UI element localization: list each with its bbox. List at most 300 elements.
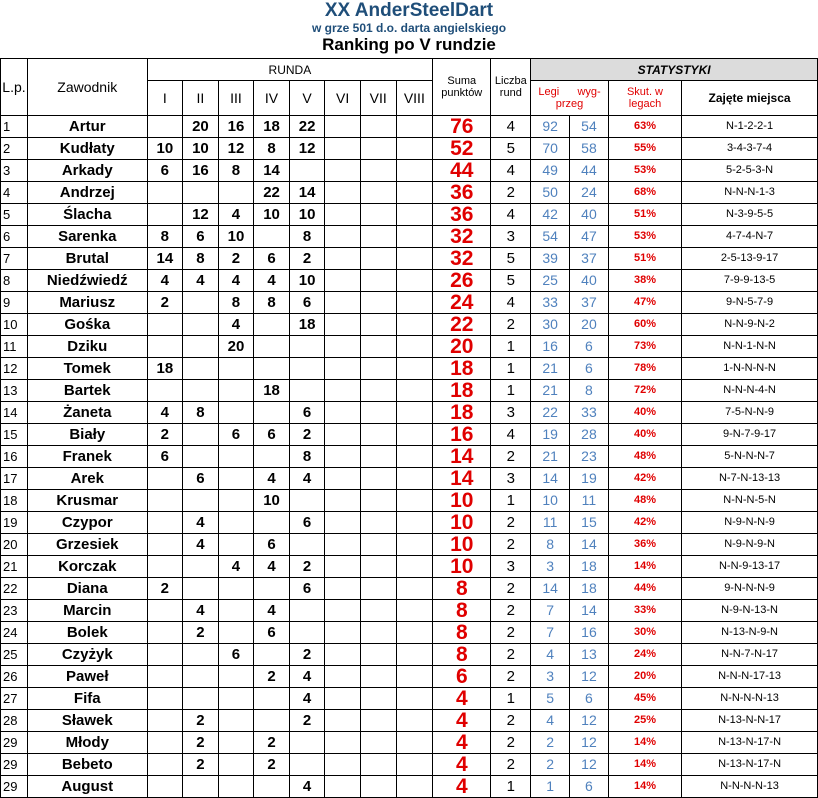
- round-score: 12: [183, 204, 219, 226]
- points-sum: 18: [433, 402, 491, 424]
- round-score: 2: [147, 578, 183, 600]
- player-name: Mariusz: [27, 292, 147, 314]
- table-row: [1, 402, 818, 424]
- col-header-zajete-miejsca: Zajęte miejsca: [682, 81, 818, 116]
- round-score: [325, 314, 361, 336]
- round-score: [183, 446, 219, 468]
- round-score: [360, 512, 396, 534]
- col-header-liczba-rund: Liczba rund: [491, 59, 531, 116]
- legs-lost: 12: [570, 666, 609, 688]
- round-score: [147, 600, 183, 622]
- rounds-count: 1: [491, 490, 531, 512]
- places-taken: 9-N-5-7-9: [682, 292, 818, 314]
- round-score: [360, 534, 396, 556]
- round-score: [218, 666, 254, 688]
- round-score: 6: [183, 226, 219, 248]
- round-score: [218, 512, 254, 534]
- round-score: [360, 336, 396, 358]
- round-score: [360, 490, 396, 512]
- row-lp: 8: [1, 270, 28, 292]
- player-name: Brutal: [27, 248, 147, 270]
- leg-efficiency: 24%: [608, 644, 681, 666]
- player-name: Gośka: [27, 314, 147, 336]
- round-score: [218, 776, 254, 798]
- round-score: [147, 204, 183, 226]
- player-name: Arkady: [27, 160, 147, 182]
- round-score: 4: [254, 556, 290, 578]
- round-score: [360, 402, 396, 424]
- round-score: [325, 424, 361, 446]
- col-header-lp: L.p.: [1, 59, 28, 116]
- round-score: [147, 534, 183, 556]
- legs-won: 25: [531, 270, 570, 292]
- player-name: Młody: [27, 732, 147, 754]
- points-sum: 36: [433, 182, 491, 204]
- legs-won: 4: [531, 710, 570, 732]
- round-score: [183, 556, 219, 578]
- table-row: [1, 644, 818, 666]
- row-lp: 4: [1, 182, 28, 204]
- legs-lost: 14: [570, 600, 609, 622]
- round-score: 2: [183, 710, 219, 732]
- round-score: [254, 446, 290, 468]
- legs-lost: 37: [570, 292, 609, 314]
- round-score: [360, 468, 396, 490]
- round-score: [218, 468, 254, 490]
- points-sum: 26: [433, 270, 491, 292]
- places-taken: N-N-7-N-17: [682, 644, 818, 666]
- round-score: [396, 424, 433, 446]
- round-score: [254, 402, 290, 424]
- table-row: [1, 666, 818, 688]
- round-score: 4: [218, 270, 254, 292]
- legs-lost: 40: [570, 270, 609, 292]
- round-score: [254, 710, 290, 732]
- round-score: [360, 270, 396, 292]
- legs-lost: 44: [570, 160, 609, 182]
- table-row: [1, 534, 818, 556]
- round-score: 4: [183, 270, 219, 292]
- rounds-count: 2: [491, 622, 531, 644]
- row-lp: 14: [1, 402, 28, 424]
- round-score: 6: [289, 512, 325, 534]
- points-sum: 22: [433, 314, 491, 336]
- points-sum: 4: [433, 776, 491, 798]
- round-score: [325, 116, 361, 138]
- col-header-runda: RUNDA: [147, 59, 433, 81]
- table-row: [1, 600, 818, 622]
- round-score: [360, 578, 396, 600]
- places-taken: 1-N-N-N-N: [682, 358, 818, 380]
- legs-won: 2: [531, 732, 570, 754]
- round-score: 18: [254, 380, 290, 402]
- round-score: 2: [289, 556, 325, 578]
- round-score: [254, 578, 290, 600]
- legs-lost: 6: [570, 358, 609, 380]
- round-score: 10: [254, 490, 290, 512]
- round-score: 8: [183, 402, 219, 424]
- table-row: [1, 292, 818, 314]
- round-score: 8: [254, 138, 290, 160]
- round-score: 6: [254, 248, 290, 270]
- legs-won: 3: [531, 666, 570, 688]
- legs-won: 14: [531, 578, 570, 600]
- round-score: [396, 358, 433, 380]
- rounds-count: 2: [491, 446, 531, 468]
- round-score: [360, 622, 396, 644]
- round-score: [396, 160, 433, 182]
- table-row: [1, 182, 818, 204]
- round-score: [254, 512, 290, 534]
- rounds-count: 2: [491, 754, 531, 776]
- round-score: [289, 732, 325, 754]
- row-lp: 22: [1, 578, 28, 600]
- round-score: [218, 732, 254, 754]
- row-lp: 24: [1, 622, 28, 644]
- table-row: [1, 512, 818, 534]
- round-score: [360, 644, 396, 666]
- round-score: [325, 754, 361, 776]
- places-taken: 5-N-N-N-7: [682, 446, 818, 468]
- col-header-legi: Legi wyg- przeg: [531, 81, 609, 116]
- rounds-count: 2: [491, 578, 531, 600]
- row-lp: 9: [1, 292, 28, 314]
- round-score: 14: [147, 248, 183, 270]
- round-score: [254, 314, 290, 336]
- round-score: [218, 182, 254, 204]
- row-lp: 20: [1, 534, 28, 556]
- round-score: 2: [218, 248, 254, 270]
- legs-lost: 6: [570, 336, 609, 358]
- round-score: 2: [183, 732, 219, 754]
- player-name: August: [27, 776, 147, 798]
- round-score: 6: [147, 446, 183, 468]
- places-taken: 3-4-3-7-4: [682, 138, 818, 160]
- table-row: [1, 204, 818, 226]
- player-name: Czypor: [27, 512, 147, 534]
- col-header-skutecznosc: Skut. w legach: [608, 81, 681, 116]
- player-name: Artur: [27, 116, 147, 138]
- player-name: Diana: [27, 578, 147, 600]
- round-score: [147, 314, 183, 336]
- rounds-count: 2: [491, 666, 531, 688]
- round-score: 4: [254, 270, 290, 292]
- legs-won: 21: [531, 358, 570, 380]
- round-score: [325, 336, 361, 358]
- round-score: [183, 424, 219, 446]
- round-score: [289, 600, 325, 622]
- points-sum: 18: [433, 358, 491, 380]
- round-header: V: [289, 81, 325, 116]
- leg-efficiency: 14%: [608, 754, 681, 776]
- round-score: [218, 446, 254, 468]
- points-sum: 4: [433, 688, 491, 710]
- round-score: 4: [147, 270, 183, 292]
- round-score: [360, 292, 396, 314]
- round-score: [325, 534, 361, 556]
- round-score: 4: [218, 204, 254, 226]
- round-score: [254, 226, 290, 248]
- places-taken: N-13-N-9-N: [682, 622, 818, 644]
- round-score: 4: [183, 512, 219, 534]
- leg-efficiency: 63%: [608, 116, 681, 138]
- round-score: [325, 380, 361, 402]
- leg-efficiency: 78%: [608, 358, 681, 380]
- col-header-zawodnik: Zawodnik: [27, 59, 147, 116]
- round-score: [325, 226, 361, 248]
- round-score: [289, 160, 325, 182]
- round-score: 8: [289, 226, 325, 248]
- round-score: 2: [254, 754, 290, 776]
- round-score: [325, 468, 361, 490]
- legs-lost: 18: [570, 578, 609, 600]
- round-score: 2: [183, 622, 219, 644]
- round-score: 8: [218, 160, 254, 182]
- round-score: [183, 490, 219, 512]
- table-row: [1, 424, 818, 446]
- round-score: [396, 688, 433, 710]
- round-score: 6: [218, 424, 254, 446]
- places-taken: N-N-1-N-N: [682, 336, 818, 358]
- round-header: VII: [360, 81, 396, 116]
- round-score: [360, 248, 396, 270]
- round-score: [325, 446, 361, 468]
- leg-efficiency: 72%: [608, 380, 681, 402]
- rounds-count: 4: [491, 292, 531, 314]
- round-score: [360, 116, 396, 138]
- round-score: 4: [254, 468, 290, 490]
- round-score: 8: [218, 292, 254, 314]
- leg-efficiency: 48%: [608, 490, 681, 512]
- player-name: Marcin: [27, 600, 147, 622]
- legs-lost: 8: [570, 380, 609, 402]
- points-sum: 52: [433, 138, 491, 160]
- player-name: Korczak: [27, 556, 147, 578]
- places-taken: N-13-N-17-N: [682, 754, 818, 776]
- points-sum: 32: [433, 226, 491, 248]
- rounds-count: 1: [491, 688, 531, 710]
- round-header: VIII: [396, 81, 433, 116]
- round-score: 6: [183, 468, 219, 490]
- table-row: [1, 776, 818, 798]
- round-score: 18: [147, 358, 183, 380]
- round-score: [396, 512, 433, 534]
- round-score: [147, 116, 183, 138]
- legs-won: 2: [531, 754, 570, 776]
- round-score: 14: [289, 182, 325, 204]
- places-taken: N-9-N-N-9: [682, 512, 818, 534]
- round-score: [254, 336, 290, 358]
- legs-won: 49: [531, 160, 570, 182]
- places-taken: 7-5-N-N-9: [682, 402, 818, 424]
- round-score: 2: [289, 424, 325, 446]
- rounds-count: 2: [491, 512, 531, 534]
- round-score: 2: [147, 424, 183, 446]
- player-name: Ślacha: [27, 204, 147, 226]
- round-score: [360, 160, 396, 182]
- legs-lost: 12: [570, 732, 609, 754]
- row-lp: 3: [1, 160, 28, 182]
- round-score: [360, 754, 396, 776]
- round-score: [147, 644, 183, 666]
- legs-won: 54: [531, 226, 570, 248]
- player-name: Bolek: [27, 622, 147, 644]
- legs-lost: 47: [570, 226, 609, 248]
- player-name: Niedźwiedź: [27, 270, 147, 292]
- round-score: [147, 710, 183, 732]
- table-row: [1, 710, 818, 732]
- legs-lost: 14: [570, 534, 609, 556]
- round-score: [396, 270, 433, 292]
- leg-efficiency: 51%: [608, 204, 681, 226]
- round-score: 6: [218, 644, 254, 666]
- round-score: [396, 226, 433, 248]
- player-name: Bartek: [27, 380, 147, 402]
- round-score: [360, 358, 396, 380]
- points-sum: 36: [433, 204, 491, 226]
- player-name: Kudłaty: [27, 138, 147, 160]
- round-score: 6: [254, 534, 290, 556]
- round-score: [396, 754, 433, 776]
- legs-lost: 37: [570, 248, 609, 270]
- rounds-count: 2: [491, 314, 531, 336]
- places-taken: N-N-N-4-N: [682, 380, 818, 402]
- legs-won: 10: [531, 490, 570, 512]
- round-score: [360, 138, 396, 160]
- legs-lost: 20: [570, 314, 609, 336]
- round-score: [396, 578, 433, 600]
- table-row: [1, 490, 818, 512]
- legs-won: 1: [531, 776, 570, 798]
- player-name: Czyżyk: [27, 644, 147, 666]
- table-row: [1, 138, 818, 160]
- round-score: 12: [289, 138, 325, 160]
- round-score: 2: [183, 754, 219, 776]
- round-score: [360, 204, 396, 226]
- round-score: [360, 314, 396, 336]
- round-score: [218, 578, 254, 600]
- legs-won: 50: [531, 182, 570, 204]
- round-score: 2: [147, 292, 183, 314]
- rounds-count: 2: [491, 534, 531, 556]
- round-score: [325, 622, 361, 644]
- round-score: 22: [254, 182, 290, 204]
- col-header-suma: Suma punktów: [433, 59, 491, 116]
- rounds-count: 1: [491, 336, 531, 358]
- round-score: [325, 160, 361, 182]
- points-sum: 18: [433, 380, 491, 402]
- col-header-statystyki: STATYSTYKI: [531, 59, 818, 81]
- round-score: [183, 292, 219, 314]
- round-score: [218, 380, 254, 402]
- legs-won: 3: [531, 556, 570, 578]
- rounds-count: 2: [491, 710, 531, 732]
- leg-efficiency: 53%: [608, 226, 681, 248]
- round-score: [325, 732, 361, 754]
- rounds-count: 2: [491, 182, 531, 204]
- player-name: Krusmar: [27, 490, 147, 512]
- round-score: 4: [218, 314, 254, 336]
- legs-won: 11: [531, 512, 570, 534]
- round-score: 10: [218, 226, 254, 248]
- round-score: [360, 446, 396, 468]
- round-score: 2: [289, 710, 325, 732]
- round-score: 22: [289, 116, 325, 138]
- legs-won: 5: [531, 688, 570, 710]
- round-score: [396, 710, 433, 732]
- round-score: 4: [218, 556, 254, 578]
- table-row: [1, 556, 818, 578]
- round-score: [183, 688, 219, 710]
- rounds-count: 2: [491, 732, 531, 754]
- leg-efficiency: 30%: [608, 622, 681, 644]
- round-score: [289, 622, 325, 644]
- row-lp: 29: [1, 776, 28, 798]
- round-score: [396, 182, 433, 204]
- player-name: Tomek: [27, 358, 147, 380]
- leg-efficiency: 25%: [608, 710, 681, 732]
- legs-lost: 33: [570, 402, 609, 424]
- round-score: [360, 424, 396, 446]
- round-score: 4: [183, 600, 219, 622]
- row-lp: 23: [1, 600, 28, 622]
- points-sum: 76: [433, 116, 491, 138]
- legs-lost: 12: [570, 710, 609, 732]
- table-row: [1, 226, 818, 248]
- places-taken: N-N-9-13-17: [682, 556, 818, 578]
- row-lp: 19: [1, 512, 28, 534]
- round-score: [325, 688, 361, 710]
- legs-won: 22: [531, 402, 570, 424]
- rounds-count: 3: [491, 226, 531, 248]
- places-taken: N-N-N-1-3: [682, 182, 818, 204]
- places-taken: 2-5-13-9-17: [682, 248, 818, 270]
- row-lp: 15: [1, 424, 28, 446]
- points-sum: 44: [433, 160, 491, 182]
- legs-lost: 28: [570, 424, 609, 446]
- player-name: Dziku: [27, 336, 147, 358]
- round-score: [396, 666, 433, 688]
- round-score: [147, 732, 183, 754]
- round-score: [396, 138, 433, 160]
- round-score: [396, 292, 433, 314]
- round-score: 4: [289, 776, 325, 798]
- round-score: 10: [289, 270, 325, 292]
- leg-efficiency: 42%: [608, 468, 681, 490]
- points-sum: 32: [433, 248, 491, 270]
- round-score: 20: [183, 116, 219, 138]
- row-lp: 13: [1, 380, 28, 402]
- round-score: [147, 754, 183, 776]
- row-lp: 16: [1, 446, 28, 468]
- legs-won: 14: [531, 468, 570, 490]
- leg-efficiency: 40%: [608, 402, 681, 424]
- places-taken: N-N-9-N-2: [682, 314, 818, 336]
- round-score: [360, 600, 396, 622]
- round-score: [289, 754, 325, 776]
- round-score: 4: [147, 402, 183, 424]
- round-score: [289, 380, 325, 402]
- places-taken: N-N-N-N-13: [682, 776, 818, 798]
- round-header: I: [147, 81, 183, 116]
- legs-won: 39: [531, 248, 570, 270]
- table-row: [1, 248, 818, 270]
- round-score: 4: [289, 468, 325, 490]
- round-score: 10: [254, 204, 290, 226]
- round-score: [218, 534, 254, 556]
- round-score: [360, 710, 396, 732]
- places-taken: 4-7-4-N-7: [682, 226, 818, 248]
